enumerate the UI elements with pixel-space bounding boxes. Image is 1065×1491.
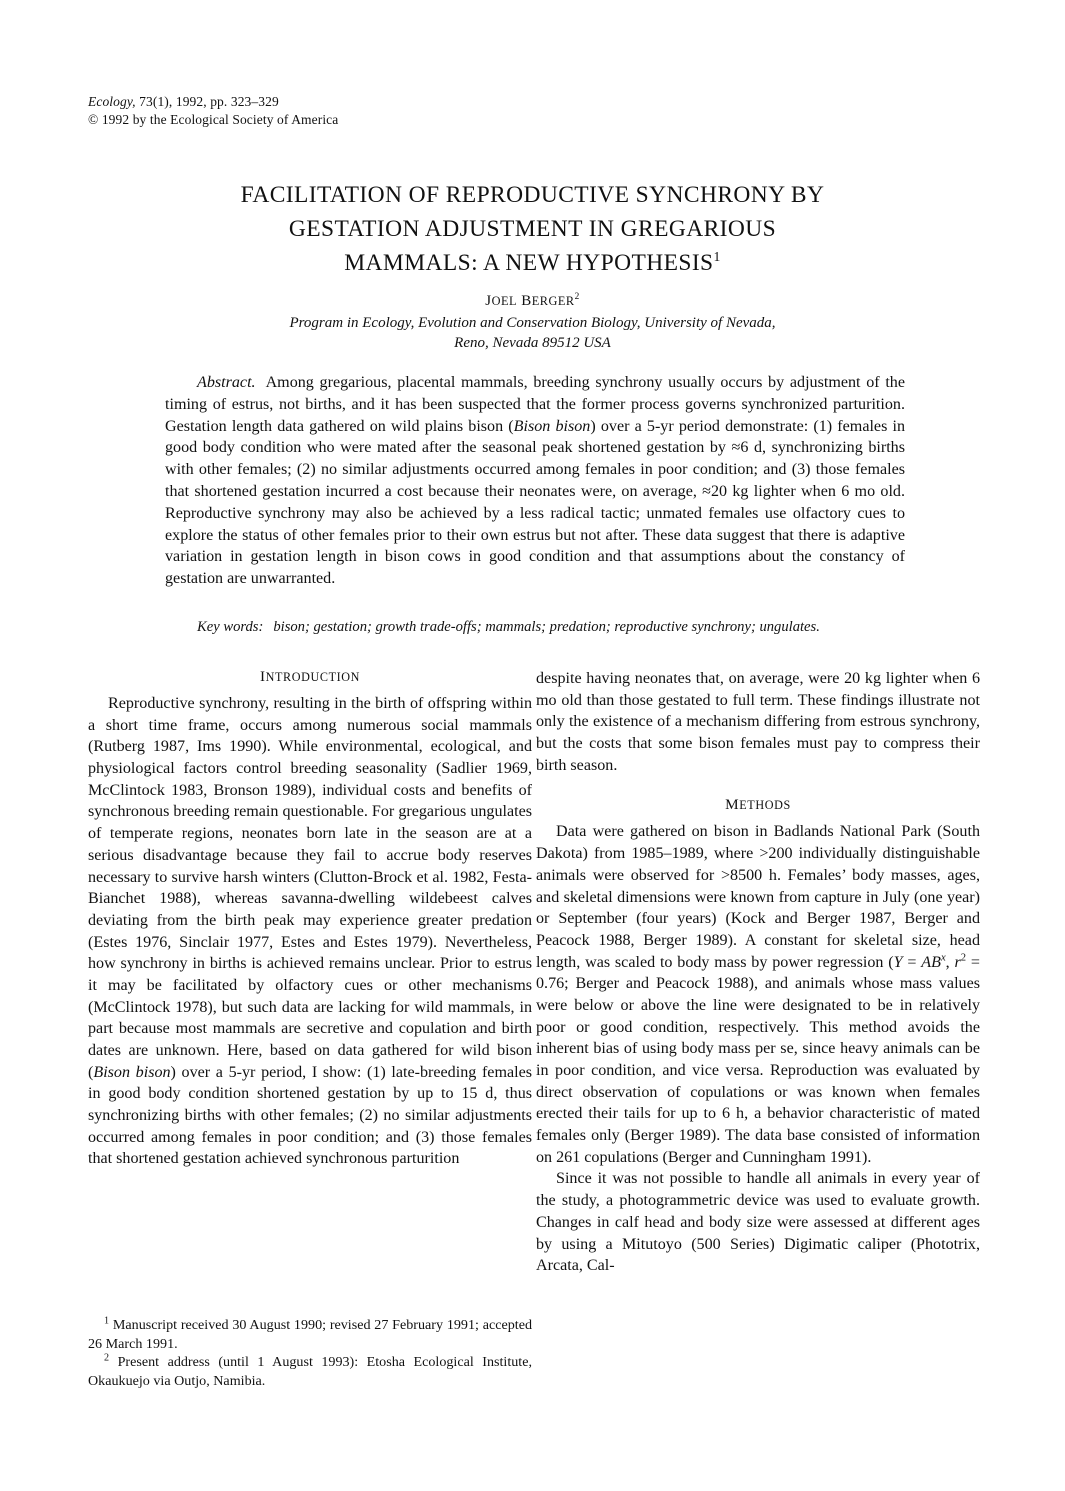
affiliation-line-1: Program in Ecology, Evolution and Conservation Biology, University of Nevada,: [289, 315, 776, 331]
byline: [120, 293, 945, 354]
methods-text-a: Data were gathered on bison in Badlands National Park (South Dakota) from 1985–1989, where >200 individually distinguishable animals were observed for >8500 h. Females’ body masses, ages, and skeletal dimensions were known from capture in July (one year) or September (four years) (Kock and Berger 1987, Berger and Peacock 1988, Berger 1989). A constant for skeletal size, head length, was scaled to body mass by power regression (: [536, 823, 980, 971]
journal-citation: [88, 93, 688, 111]
intro-head-rest: NTRODUCTION: [265, 670, 361, 684]
intro-paragraph-1: [88, 693, 532, 1170]
equation-r-value: = 0.76: [536, 953, 981, 993]
intro-head-initial: I: [259, 668, 266, 685]
author-first-rest: OEL: [491, 294, 517, 308]
keywords-text: bison; gestation; growth trade-offs; mammals; predation; reproductive synchrony; ungulates.: [273, 619, 820, 635]
section-heading-introduction: [88, 668, 532, 686]
abstract-section: [165, 372, 905, 590]
equation-Y: Y: [893, 953, 903, 971]
methods-head-initial: M: [725, 796, 740, 814]
title-line-3: [120, 246, 945, 280]
footnote-1-marker: 1: [104, 1315, 110, 1327]
affiliation-line-2: Reno, Nevada 89512 USA: [454, 335, 611, 352]
title-line-1: FACILITATION OF REPRODUCTIVE SYNCHRONY BY: [240, 182, 825, 208]
keywords-paragraph: [165, 618, 905, 638]
page-title: [120, 178, 945, 280]
abstract-paragraph: [165, 372, 905, 590]
keywords-label: Key words:: [197, 619, 264, 635]
column-right: [536, 668, 980, 1277]
keywords-section: [165, 618, 905, 638]
footnote-2-text: Present address (until 1 August 1993): Etosha Ecological Institute, Okaukuejo via Outjo, Namibia.: [88, 1354, 532, 1390]
intro-text-b: ) over a 5-yr period, I show: (1) late-breeding females in good body condition shortened gestation by up to 15 d, thus synchronizing births with other females; (2) no similar adjustments occurred among females in poor condition; and (3) those females that shortened gestation achieved synchronous parturition: [88, 1063, 532, 1168]
title-line-3-text: MAMMALS: A NEW HYPOTHESIS: [344, 250, 714, 277]
abstract-label: Abstract.: [197, 374, 256, 391]
methods-head-rest: ETHODS: [739, 798, 791, 813]
title-footnote-marker: 1: [713, 249, 721, 265]
author-first-initial: J: [485, 293, 492, 309]
journal-name: Ecology,: [88, 94, 136, 109]
equation-r-squared: 2: [960, 952, 967, 964]
column-left: [88, 668, 532, 1170]
intro-species-name: Bison bison: [93, 1063, 171, 1081]
abstract-text-part-2: ) over a 5-yr period demonstrate: (1) females in good body condition who were mated after the seasonal peak shortened gestation by ≈6 d, synchronizing births with other females; (2) no similar adjustments occurred among females in poor condition; and (3) those females that shortened gestation incurred a cost because their neonates were, on average, ≈20 kg lighter when 6 mo old. Reproductive synchrony may also be achieved by a less radical tactic; unmated females use olfactory cues to explore the status of other females prior to their own estrus but not after. These data suggest that there is adaptive variation in gestation length in bison cows in good condition and that assumptions about the constancy of gestation are unwarranted.: [165, 417, 906, 588]
section-heading-methods: [536, 796, 980, 814]
footnotes-block: [88, 1316, 532, 1391]
methods-paragraph-1: [536, 821, 980, 1168]
footnote-2-marker: 2: [104, 1352, 110, 1364]
equation-comma: ,: [945, 953, 955, 971]
intro-paragraph-1-continued: despite having neonates that, on average, were 20 kg lighter when 6 mo old than those gestated to full term. These findings illustrate not only the existence of a mechanism differing from estrous synchrony, but the costs that some bison females must pay to compress their birth season.: [536, 670, 980, 774]
equation-exponent-x: x: [940, 952, 946, 964]
abstract-species-name: Bison bison: [513, 417, 591, 435]
title-line-2: GESTATION ADJUSTMENT IN GREGARIOUS: [288, 216, 777, 243]
footnote-1-text: Manuscript received 30 August 1990; revised 27 February 1991; accepted 26 March 1991.: [88, 1317, 532, 1352]
author-footnote-marker: 2: [574, 292, 580, 302]
author-last-initial: B: [521, 293, 532, 309]
footnote-2: [88, 1353, 532, 1390]
equation-r: r: [954, 953, 961, 971]
author-last-rest: ERGER: [531, 294, 575, 308]
equation-equals: =: [902, 953, 922, 971]
methods-text-b: ; Berger and Peacock 1988), and animals whose mass values were below or above the line were designated to be in relatively poor or good condition, respectively. This method avoids the inherent bias of using body mass per se, since heavy animals can be in poor condition, and vice versa. Reproduction was evaluated by direct observation of copulations or was known when females erected their tails for up to 6 h, a behavior characteristic of mated females only (Berger 1989). The data base consisted of information on 261 copulations (Berger and Cunningham 1991).: [536, 975, 980, 1166]
journal-header: [88, 93, 688, 129]
equation-AB: AB: [921, 953, 941, 971]
footnote-1: [88, 1316, 532, 1353]
journal-issue-pages: 73(1), 1992, pp. 323–329: [135, 94, 279, 109]
intro-text-a: Reproductive synchrony, resulting in the birth of offspring within a short time frame, occurs among numerous social mammals (Rutberg 1987, Ims 1990). While environmental, ecological, and physiological factors control breeding seasonality (Sadlier 1969, McClintock 1983, Bronson 1989), individual costs and benefits of synchronous breeding remain questionable. For gregarious ungulates of temperate regions, neonates born late in the season are at a serious disadvantage because they fail to accrue body reserves necessary to survive harsh winters (Clutton-Brock et al. 1982, Festa-Bianchet 1988), whereas savanna-dwelling wildebeest calves deviating from the birth peak may experience greater predation (Estes 1976, Sinclair 1977, Estes and Estes 1979). Nevertheless, how synchrony in births is achieved remains unclear. Prior to estrus it may be facilitated by olfactory cues or other mechanisms (McClintock 1978), but such data are lacking for wild mammals, in part because most mammals are secretive and copulation and birth dates are unknown. Here, based on data gathered for wild bison (: [88, 695, 532, 1081]
abstract-text-part-1: Among gregarious, placental mammals, breeding synchrony usually occurs by adjustment of the timing of estrus, not births, and it has been suspected that the former process governs synchronized parturition. Gestation length data gathered on wild plains bison (: [165, 374, 905, 435]
author-name: [120, 293, 945, 310]
copyright-line: © 1992 by the Ecological Society of America: [88, 111, 339, 127]
methods-paragraph-2: Since it was not possible to handle all animals in every year of the study, a photogrammetric device was used to evaluate growth. Changes in calf head and body size were assessed at different ages by using a Mitutoyo (500 Series) Digimatic caliper (Phototrix, Arcata, Cal-: [536, 1170, 980, 1275]
